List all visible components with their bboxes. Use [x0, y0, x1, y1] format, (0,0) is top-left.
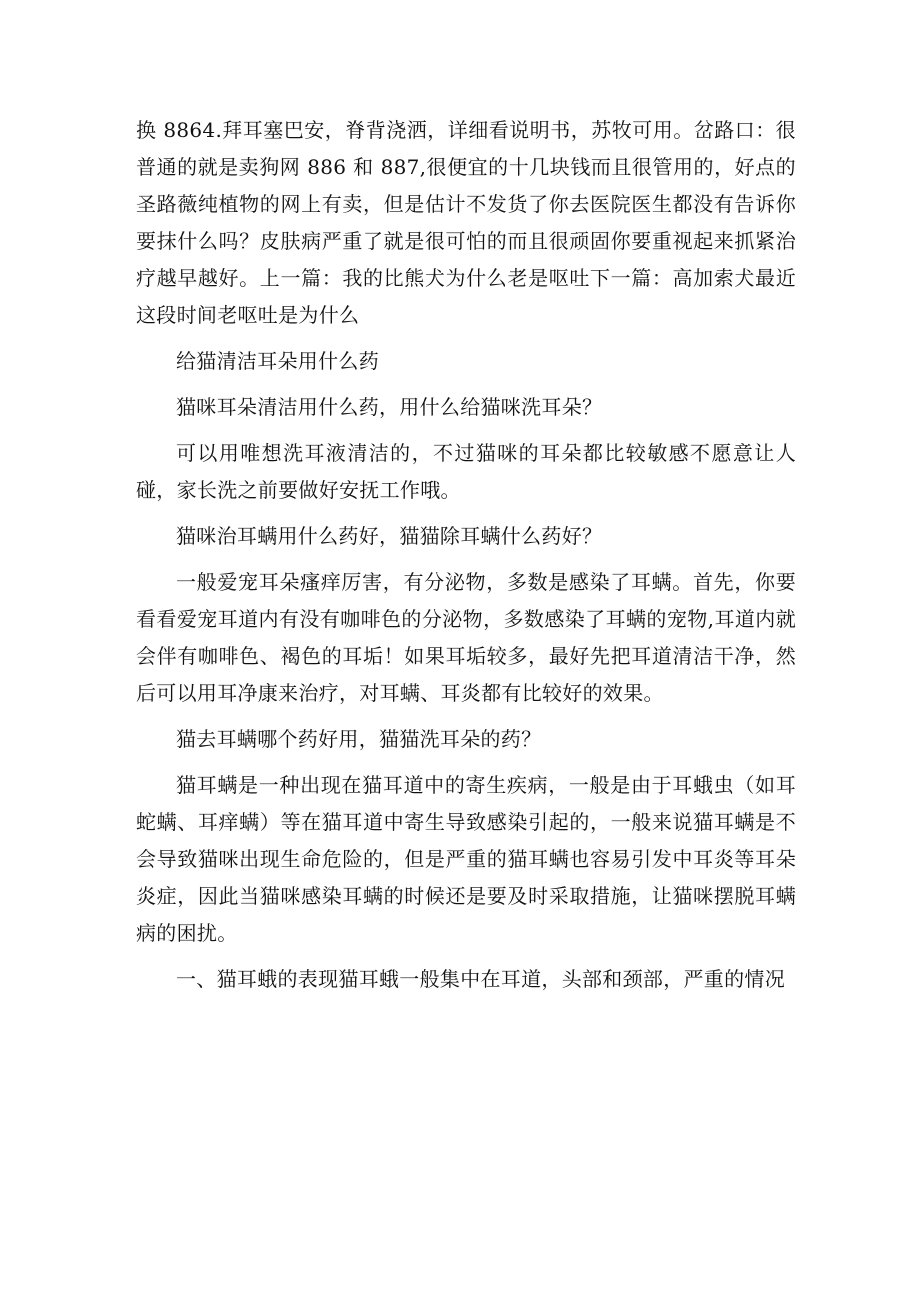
- paragraph-7: 猫去耳螨哪个药好用，猫猫洗耳朵的药？: [176, 727, 542, 751]
- paragraph-9: 一、猫耳蛾的表现猫耳蛾一般集中在耳道，头部和颈部，严重的情况: [176, 967, 785, 991]
- paragraph-4: 可以用唯想洗耳液清洁的，不过猫咪的耳朵都比较敏感不愿意让人碰，家长洗之前要做好安抚工作哦。: [136, 441, 796, 502]
- paragraph-8: 猫耳螨是一种出现在猫耳道中的寄生疾病，一般是由于耳蛾虫（如耳蛇螨、耳痒螨）等在猫耳道中寄生导致感染引起的，一般来说猫耳螨是不会导致猫咪出现生命危险的，但是严重的猫耳螨也容易引发中耳炎等耳朵炎症，因此当猫咪感染耳螨的时候还是要及时采取措施，让猫咪摆脱耳螨病的困扰。: [136, 773, 796, 945]
- paragraph-5: 猫咪治耳螨用什么药好，猫猫除耳螨什么药好？: [176, 524, 603, 548]
- paragraph-1: 换 8864.拜耳塞巴安，脊背浇洒，详细看说明书，苏牧可用。岔路口：很普通的就是卖狗网 886 和 887,很便宜的十几块钱而且很管用的，好点的圣路薇纯植物的网上有卖，但是估计不发货了你去医院医生都没有告诉你要抹什么吗？皮肤病严重了就是很可怕的而且很顽固你要重视起来抓紧治疗越早越好。上一篇：我的比熊犬为什么老是呕吐下一篇：高加索犬最近这段时间老呕吐是为什么: [136, 118, 796, 327]
- paragraph-6: 一般爱宠耳朵瘙痒厉害，有分泌物，多数是感染了耳螨。首先，你要看看爱宠耳道内有没有咖啡色的分泌物，多数感染了耳螨的宠物,耳道内就会伴有咖啡色、褐色的耳垢！如果耳垢较多，最好先把耳道清洁干净，然后可以用耳净康来治疗，对耳螨、耳炎都有比较好的效果。: [136, 570, 796, 705]
- document-body: [136, 112, 796, 1007]
- paragraph-3: 猫咪耳朵清洁用什么药，用什么给猫咪洗耳朵？: [176, 395, 603, 419]
- paragraph-2: 给猫清洁耳朵用什么药: [176, 349, 379, 373]
